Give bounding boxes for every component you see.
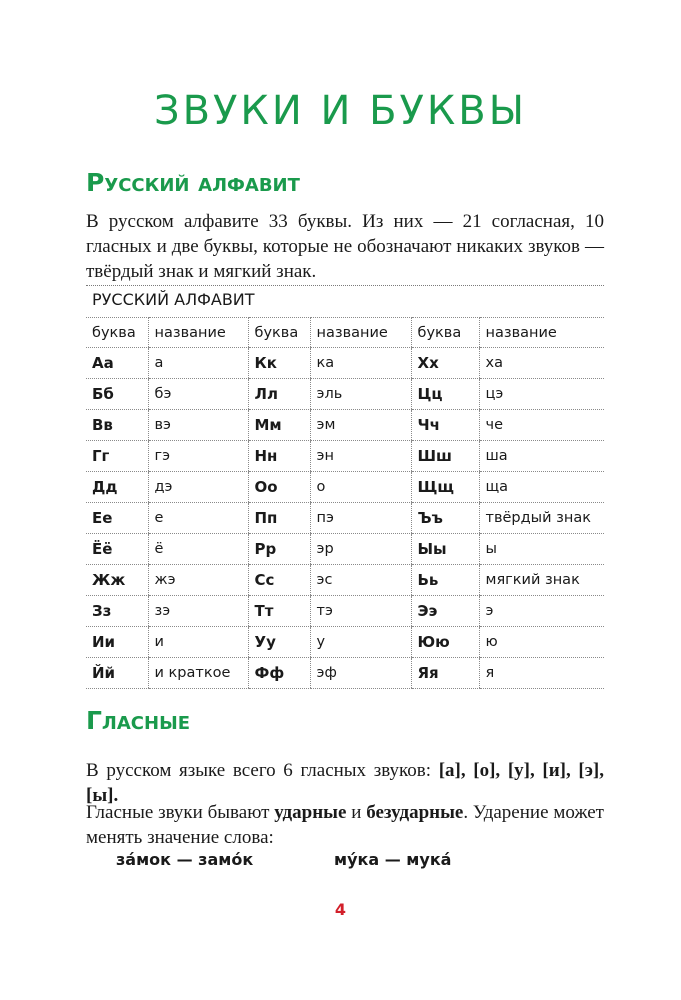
letter-cell: Чч [411, 410, 479, 441]
letter-name-cell: пэ [310, 503, 411, 534]
table-row [86, 658, 604, 689]
header-name-2: название [310, 318, 411, 348]
letter-cell: Цц [411, 379, 479, 410]
letter-cell: Ёё [86, 534, 148, 565]
letter-cell: Мм [248, 410, 310, 441]
letter-name-cell: а [148, 348, 248, 379]
vowels-p2-b: . Ударение может менять значение слова: [86, 802, 604, 848]
table-row [86, 596, 604, 627]
letter-cell: Гг [86, 441, 148, 472]
header-name-1: название [148, 318, 248, 348]
example-muka: му́ка — мука́ [334, 850, 452, 869]
letter-name-cell: ха [479, 348, 604, 379]
vowels-paragraph-2 [86, 800, 604, 850]
letter-cell: Фф [248, 658, 310, 689]
letter-name-cell: жэ [148, 565, 248, 596]
table-row [86, 503, 604, 534]
letter-cell: Юю [411, 627, 479, 658]
letter-cell: Шш [411, 441, 479, 472]
letter-name-cell: эф [310, 658, 411, 689]
letter-cell: Ее [86, 503, 148, 534]
letter-cell: Ыы [411, 534, 479, 565]
letter-name-cell: эр [310, 534, 411, 565]
letter-cell: Йй [86, 658, 148, 689]
letter-cell: Сс [248, 565, 310, 596]
letter-cell: Дд [86, 472, 148, 503]
term-stressed: ударные [274, 802, 347, 823]
header-letter-1: буква [86, 318, 148, 348]
example-zamok: за́мок — замо́к [116, 850, 254, 869]
header-letter-3: буква [411, 318, 479, 348]
letter-cell: Уу [248, 627, 310, 658]
letter-name-cell: цэ [479, 379, 604, 410]
letter-name-cell: дэ [148, 472, 248, 503]
letter-name-cell: е [148, 503, 248, 534]
table-row [86, 379, 604, 410]
alphabet-table [86, 317, 604, 689]
letter-cell: Оо [248, 472, 310, 503]
alphabet-intro: В русском алфавите 33 буквы. Из них — 21 согласная, 10 гласных и две буквы, которые не обозначают никаких звуков — твёрдый знак и мягкий знак. [86, 211, 604, 282]
letter-name-cell: ща [479, 472, 604, 503]
table-row [86, 472, 604, 503]
letter-name-cell: о [310, 472, 411, 503]
table-row [86, 565, 604, 596]
table-row [86, 348, 604, 379]
letter-cell: Бб [86, 379, 148, 410]
letter-cell: Вв [86, 410, 148, 441]
letter-cell: Ии [86, 627, 148, 658]
letter-cell: Щщ [411, 472, 479, 503]
letter-name-cell: эм [310, 410, 411, 441]
letter-name-cell: я [479, 658, 604, 689]
table-row [86, 627, 604, 658]
letter-cell: Рр [248, 534, 310, 565]
letter-name-cell: эль [310, 379, 411, 410]
letter-name-cell: гэ [148, 441, 248, 472]
letter-cell: Лл [248, 379, 310, 410]
letter-name-cell: э [479, 596, 604, 627]
vowels-p1-text: В русском языке всего 6 гласных звуков: [86, 760, 439, 781]
letter-cell: Жж [86, 565, 148, 596]
letter-name-cell: и [148, 627, 248, 658]
vowel-sounds: [а], [о], [у], [и], [э], [ы]. [86, 760, 604, 806]
table-header-row [86, 318, 604, 348]
letter-name-cell: бэ [148, 379, 248, 410]
letter-cell: Зз [86, 596, 148, 627]
letter-name-cell: эс [310, 565, 411, 596]
letter-name-cell: мягкий знак [479, 565, 604, 596]
table-row [86, 441, 604, 472]
letter-cell: Хх [411, 348, 479, 379]
letter-name-cell: зэ [148, 596, 248, 627]
table-row [86, 534, 604, 565]
letter-name-cell: че [479, 410, 604, 441]
letter-name-cell: твёрдый знак [479, 503, 604, 534]
vowels-p2-a: Гласные звуки бывают [86, 802, 275, 823]
letter-cell: Ээ [411, 596, 479, 627]
letter-name-cell: и краткое [148, 658, 248, 689]
letter-name-cell: эн [310, 441, 411, 472]
header-name-3: название [479, 318, 604, 348]
table-row [86, 410, 604, 441]
page-title: ЗВУКИ И БУКВЫ [153, 88, 528, 134]
letter-name-cell: ю [479, 627, 604, 658]
alphabet-table-body [86, 348, 604, 689]
header-letter-2: буква [248, 318, 310, 348]
letter-name-cell: ё [148, 534, 248, 565]
page-number: 4 [334, 900, 347, 919]
table-top-rule [86, 285, 604, 286]
section-heading-vowels: Гласные [86, 706, 191, 735]
letter-cell: Аа [86, 348, 148, 379]
letter-name-cell: тэ [310, 596, 411, 627]
term-unstressed: безударные [366, 802, 464, 823]
letter-cell: Ъъ [411, 503, 479, 534]
vowels-p2-and: и [346, 802, 367, 823]
letter-cell: Яя [411, 658, 479, 689]
table-caption: РУССКИЙ АЛФАВИТ [92, 290, 255, 309]
letter-cell: Тт [248, 596, 310, 627]
letter-cell: Пп [248, 503, 310, 534]
letter-cell: Ьь [411, 565, 479, 596]
letter-name-cell: вэ [148, 410, 248, 441]
letter-cell: Нн [248, 441, 310, 472]
letter-cell: Кк [248, 348, 310, 379]
section-heading-alphabet: Русский алфавит [86, 168, 300, 197]
letter-name-cell: у [310, 627, 411, 658]
letter-name-cell: ка [310, 348, 411, 379]
letter-name-cell: ы [479, 534, 604, 565]
letter-name-cell: ша [479, 441, 604, 472]
